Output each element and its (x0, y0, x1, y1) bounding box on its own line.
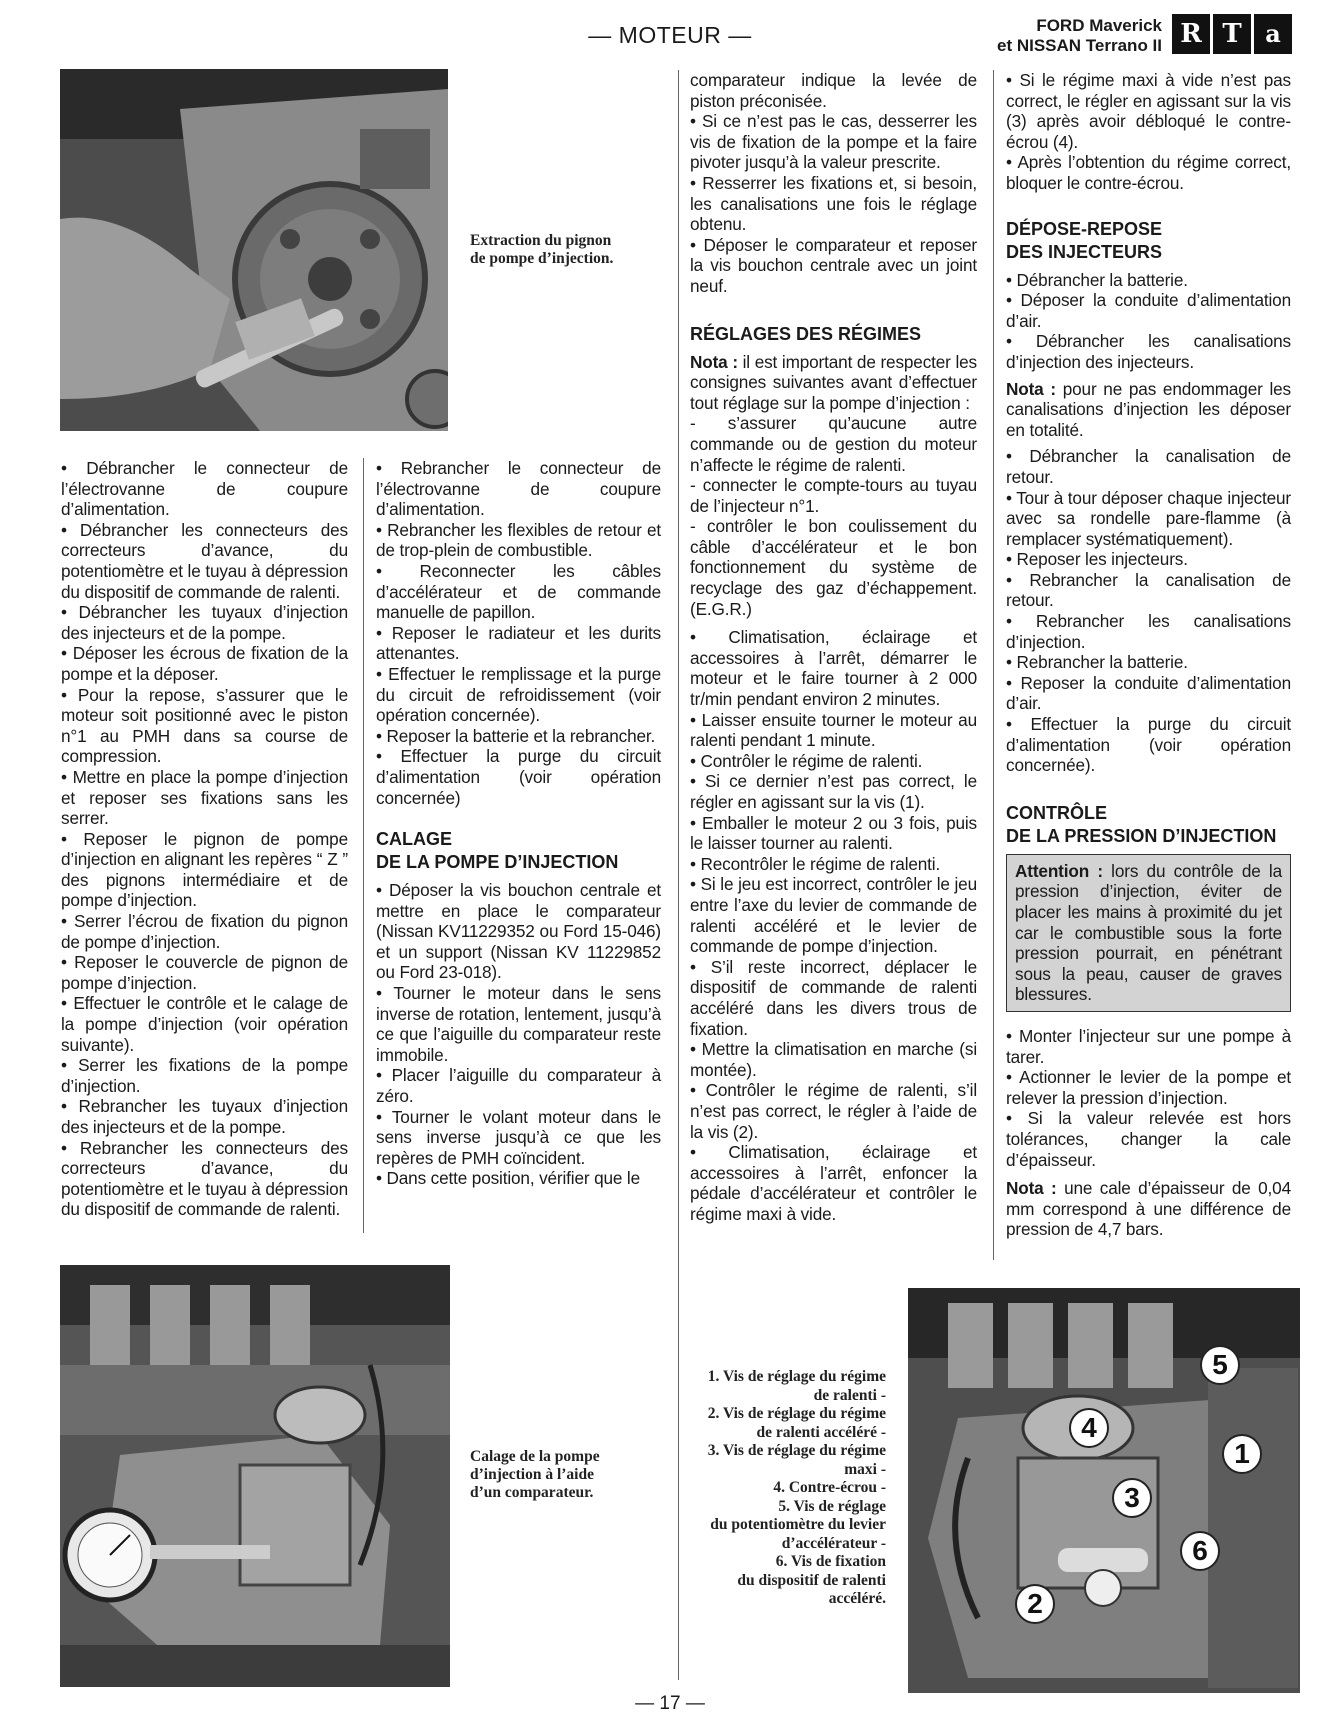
caption-pump-timing: Calage de la pompe d’injection à l’aide d’un comparateur. (470, 1448, 600, 1501)
section-title: — MOTEUR — (588, 22, 752, 48)
instruction-item: • Débrancher la batterie. (1006, 269, 1188, 290)
instruction-item: • Rebrancher le connecteur de l’électrovanne de coupure d’alimentation. (376, 458, 661, 520)
nota-note (1006, 379, 1291, 441)
instruction-item: • Reposer le couvercle de pignon de pompe d’injection. (61, 952, 348, 993)
instruction-item: • Tourner le moteur dans le sens inverse de rotation, lentement, jusqu’à ce que l’aiguille du comparateur reste immobile. (376, 983, 661, 1065)
instruction-item: • Mettre en place la pompe d’injection et reposer ses fixations sans les serrer. (61, 766, 348, 829)
instruction-item: • Mettre la climatisation en marche (si montée). (690, 1039, 977, 1080)
section-heading: DÉPOSE-REPOSE DES INJECTEURS (1006, 218, 1163, 262)
callout-1: 1 (1222, 1434, 1262, 1474)
instruction-item: • Contrôler le régime de ralenti, s’il n’est pas correct, le régler à l’aide de la vis (2). (690, 1080, 977, 1142)
warning-text: lors du contrôle de la pression d’injection, éviter de placer les mains à proximité du jet car le combustible sous la forte pression pourrait, en pénétrant sous la peau, causer de graves blessures. (1015, 860, 1282, 1005)
column-2 (376, 458, 661, 1189)
instruction-item: • Déposer les écrous de fixation de la pompe et la déposer. (61, 643, 348, 684)
vehicle-model (930, 16, 1162, 56)
nota-note (690, 352, 977, 414)
instruction-item: • Déposer la vis bouchon centrale et mettre en place le comparateur (Nissan KV11229352 ou Ford 15-046) et un support (Nissan KV 11229852 ou Ford 23-018). (376, 880, 661, 983)
instruction-item: • Si le régime maxi à vide n’est pas correct, le régler en agissant sur la vis (3) après avoir débloqué le contre-écrou (4). (1006, 70, 1291, 152)
instruction-item: • Serrer les fixations de la pompe d’injection. (61, 1055, 348, 1096)
nota-label: Nota : (690, 351, 738, 372)
instruction-item: • Reposer la conduite d’alimentation d’air. (1006, 672, 1291, 714)
instruction-item: • Placer l’aiguille du comparateur à zéro. (376, 1065, 661, 1107)
column-divider (993, 70, 994, 1260)
model-line-2: et NISSAN Terrano II (997, 36, 1162, 55)
instruction-item: • Débrancher les canalisations d’injection des injecteurs. (1006, 331, 1291, 372)
instruction-item: • Reconnecter les câbles d’accélérateur et de commande manuelle de papillon. (376, 560, 661, 623)
nota-text: pour ne pas endommager les canalisations d’injection les déposer en totalité. (1006, 378, 1291, 440)
instruction-item: • Effectuer le remplissage et la purge du circuit de refroidissement (voir opération concernée). (376, 663, 661, 726)
instruction-item: • Si ce n’est pas le cas, desserrer les vis de fixation de la pompe et la faire pivoter jusqu’à la valeur prescrite. (690, 111, 977, 173)
instruction-item: • Débrancher la canalisation de retour. (1006, 446, 1291, 487)
photo-pump-timing-dial-gauge (60, 1265, 450, 1687)
instruction-item: • Rebrancher les connecteurs des correcteurs d’avance, du potentiomètre et le tuyau à dépression du dispositif de commande de ralenti. (61, 1137, 348, 1220)
photo-legend: 1. Vis de réglage du régime de ralenti - 2. Vis de réglage du régime de ralenti accéléré - 3. Vis de réglage du régime maxi - 4. Contre-écrou - 5. Vis de réglage du potentiomètre du levier d’accélérateur - 6. Vis de fixation du dispositif de ralenti accéléré. (707, 1368, 886, 1607)
instruction-item: • Serrer l’écrou de fixation du pignon de pompe d’injection. (61, 911, 348, 952)
instruction-item: • Pour la repose, s’assurer que le moteur soit positionné avec le piston n°1 au PMH dans sa course de compression. (61, 684, 348, 767)
column-divider (363, 458, 364, 1233)
column-divider (678, 70, 679, 1680)
nota-label: Nota : (1006, 1178, 1057, 1199)
instruction-item: • Contrôler le régime de ralenti. (690, 750, 923, 771)
checklist-item: - connecter le compte-tours au tuyau de l’injecteur n°1. (690, 475, 977, 516)
instruction-item: • Débrancher les connecteurs des correcteurs d’avance, du potentiomètre et le tuyau à dépression du dispositif de commande de ralenti. (61, 519, 348, 602)
logo-letter-r: R (1172, 14, 1210, 54)
instruction-item: • Monter l’injecteur sur une pompe à tarer. (1006, 1025, 1291, 1067)
instruction-item: • Climatisation, éclairage et accessoires à l’arrêt, enfoncer la pédale d’accélérateur et contrôler le régime maxi à vide. (690, 1142, 977, 1224)
warning-box (1006, 854, 1291, 1012)
photo-injection-pump-adjustments (908, 1288, 1300, 1693)
checklist-item: - s’assurer qu’aucune autre commande ou de gestion du moteur n’affecte le régime de ralenti. (690, 413, 977, 475)
instruction-item: • Si la valeur relevée est hors tolérances, changer la cale d’épaisseur. (1006, 1108, 1291, 1170)
instruction-item: • Rebrancher les canalisations d’injection. (1006, 611, 1291, 652)
instruction-item: • Rebrancher les flexibles de retour et de trop-plein de combustible. (376, 519, 661, 561)
instruction-item: • Reposer les injecteurs. (1006, 549, 1188, 570)
model-line-1: FORD Maverick (1036, 16, 1162, 35)
warning-label: Attention : (1015, 860, 1103, 881)
section-heading: RÉGLAGES DES RÉGIMES (690, 323, 922, 344)
instruction-item: • Débrancher le connecteur de l’électrovanne de coupure d’alimentation. (61, 458, 348, 520)
nota-note (1006, 1178, 1291, 1240)
callout-5: 5 (1200, 1345, 1240, 1385)
instruction-item: • Débrancher les tuyaux d’injection des injecteurs et de la pompe. (61, 602, 348, 643)
section-heading: CALAGE DE LA POMPE D’INJECTION (376, 829, 619, 873)
rta-logo (1172, 14, 1292, 54)
instruction-item: • Actionner le levier de la pompe et relever la pression d’injection. (1006, 1067, 1291, 1108)
column-1 (61, 458, 348, 1220)
callout-3: 3 (1112, 1478, 1152, 1518)
instruction-item: • Rebrancher la canalisation de retour. (1006, 569, 1291, 611)
caption-pump-gear-extraction: Extraction du pignon de pompe d’injection. (470, 232, 614, 267)
instruction-item: • Effectuer la purge du circuit d’alimentation (voir opération concernée) (376, 746, 661, 808)
page-number: — 17 — (635, 1693, 705, 1714)
instruction-item: • Laisser ensuite tourner le moteur au ralenti pendant 1 minute. (690, 709, 977, 751)
callout-6: 6 (1180, 1531, 1220, 1571)
instruction-item: • Tourner le volant moteur dans le sens inverse jusqu’à ce que les repères de PMH coïncident. (376, 1106, 661, 1168)
section-heading: CONTRÔLE DE LA PRESSION D’INJECTION (1006, 802, 1277, 846)
instruction-item: • Si ce dernier n’est pas correct, le régler en agissant sur la vis (1). (690, 771, 977, 812)
logo-letter-t: T (1213, 14, 1251, 54)
instruction-item: • Emballer le moteur 2 ou 3 fois, puis le laisser tourner au ralenti. (690, 812, 977, 854)
instruction-item: • Dans cette position, vérifier que le (376, 1168, 640, 1189)
instruction-item: • S’il reste incorrect, déplacer le dispositif de commande de ralenti accéléré dans les divers trous de fixation. (690, 956, 977, 1039)
instruction-item: • Climatisation, éclairage et accessoires à l’arrêt, démarrer le moteur et le faire tourner à 2 000 tr/min pendant environ 2 minutes. (690, 627, 977, 710)
spacer (690, 619, 977, 627)
photo-pump-gear-extraction (60, 69, 448, 431)
column-4 (1006, 70, 1291, 1240)
instruction-item: • Déposer la conduite d’alimentation d’air. (1006, 290, 1291, 331)
instruction-item: • Déposer le comparateur et reposer la vis bouchon centrale avec un joint neuf. (690, 234, 977, 296)
instruction-item: • Effectuer la purge du circuit d’alimentation (voir opération concernée). (1006, 714, 1291, 776)
nota-text: une cale d’épaisseur de 0,04 mm correspond à une différence de pression de 4,7 bars. (1006, 1178, 1291, 1240)
callout-2: 2 (1015, 1584, 1055, 1624)
instruction-item: • Recontrôler le régime de ralenti. (690, 853, 941, 874)
instruction-item: • Rebrancher la batterie. (1006, 652, 1188, 673)
logo-letter-a: a (1254, 14, 1292, 54)
instruction-item: comparateur indique la levée de piston préconisée. (690, 70, 977, 111)
column-3 (690, 70, 977, 1224)
instruction-item: • Rebrancher les tuyaux d’injection des injecteurs et de la pompe. (61, 1096, 348, 1137)
instruction-item: • Resserrer les fixations et, si besoin, les canalisations une fois le réglage obtenu. (690, 172, 977, 235)
nota-label: Nota : (1006, 378, 1056, 399)
instruction-item: • Si le jeu est incorrect, contrôler le jeu entre l’axe du levier de commande de ralenti accéléré et le levier de commande de pompe d’injection. (690, 874, 977, 957)
instruction-item: • Après l’obtention du régime correct, bloquer le contre-écrou. (1006, 152, 1291, 193)
nota-text: il est important de respecter les consignes suivantes avant d’effectuer tout réglage sur la pompe d’injection : (690, 351, 978, 413)
instruction-item: • Reposer le pignon de pompe d’injection en alignant les repères “ Z ” des pignons intermédiaire et de pompe d’injection. (61, 828, 348, 911)
callout-4: 4 (1069, 1408, 1109, 1448)
instruction-item: • Reposer la batterie et la rebrancher. (376, 725, 656, 746)
instruction-item: • Tour à tour déposer chaque injecteur avec sa rondelle pare-flamme (à remplacer systématiquement). (1006, 487, 1291, 549)
instruction-item: • Effectuer le contrôle et le calage de la pompe d’injection (voir opération suivante). (61, 993, 348, 1055)
checklist-item: - contrôler le bon coulissement du câble d’accélérateur et le bon fonctionnement du système de recyclage des gaz d’échappement. (E.G.R.) (690, 516, 977, 619)
instruction-item: • Reposer le radiateur et les durits attenantes. (376, 622, 661, 664)
